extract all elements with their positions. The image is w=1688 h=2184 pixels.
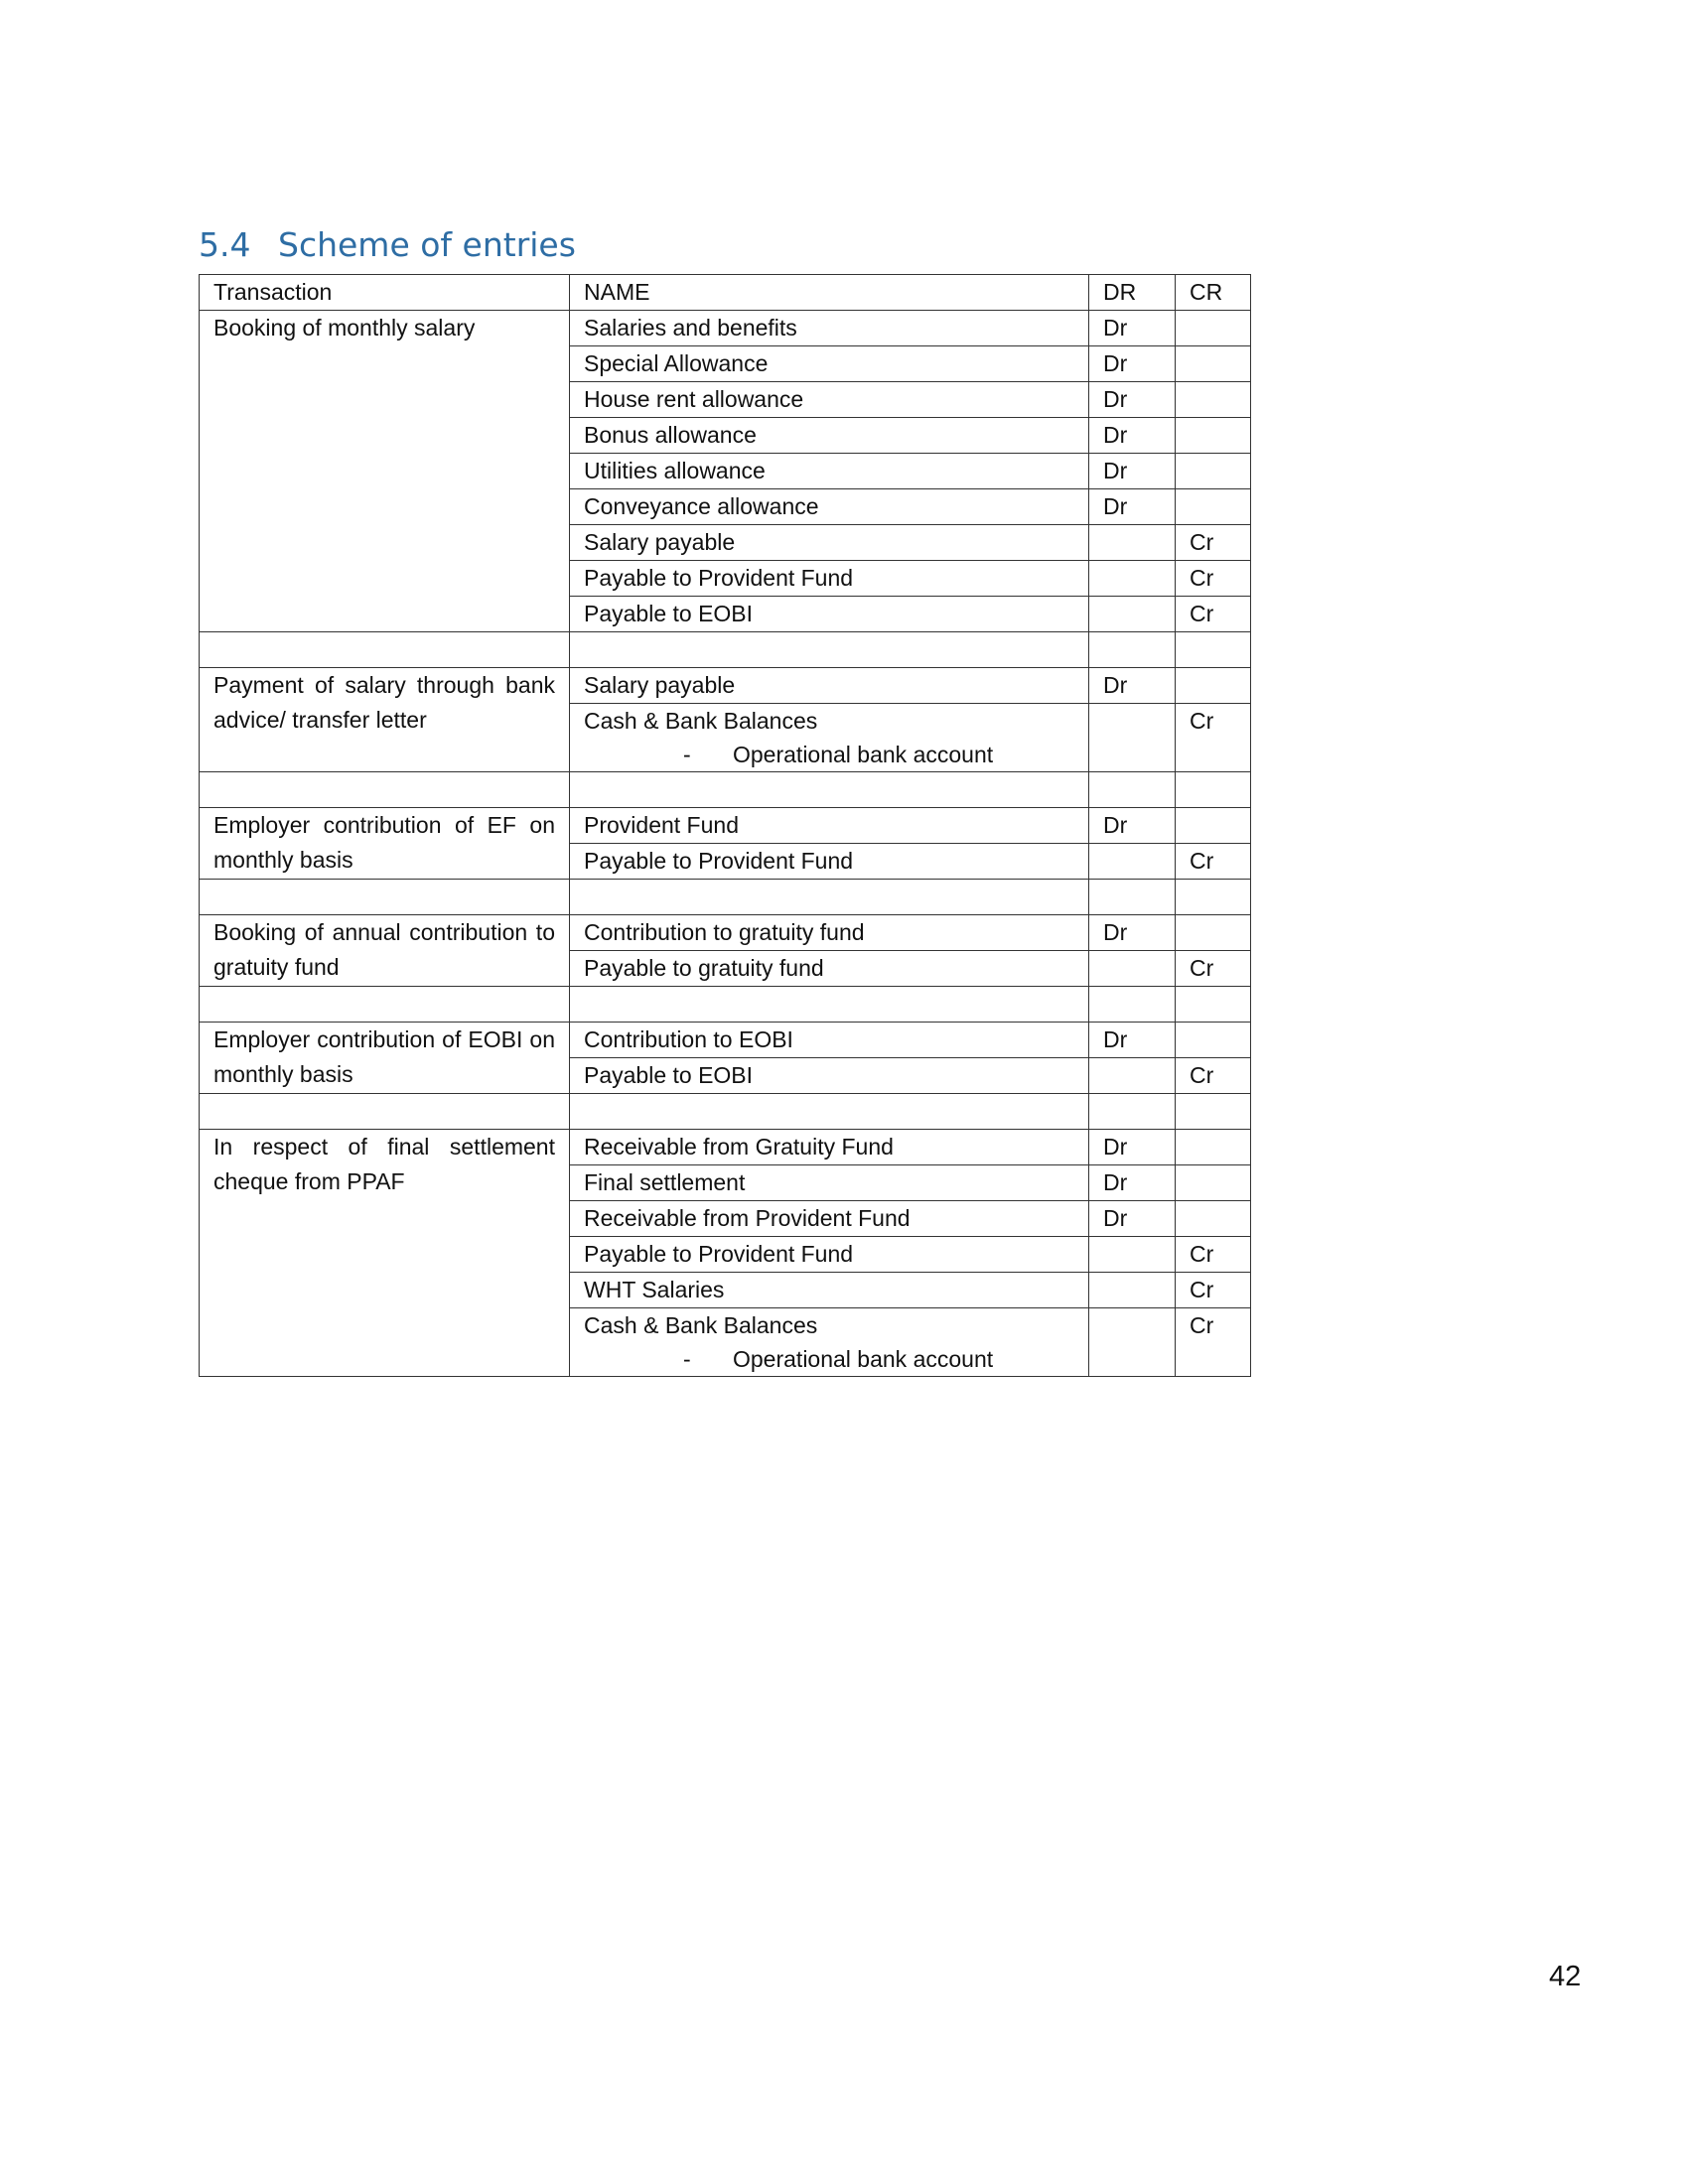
cr-cell	[1176, 311, 1251, 346]
section-number: 5.4	[199, 225, 251, 265]
bullet-dash: -	[683, 1346, 691, 1372]
account-name-cell	[570, 311, 1089, 346]
cr-cell	[1176, 382, 1251, 418]
dr-cell: Dr	[1089, 1165, 1176, 1201]
dr-cell	[1089, 597, 1176, 632]
dr-cell	[1089, 561, 1176, 597]
empty-cell	[1089, 987, 1176, 1023]
header-dr: DR	[1089, 275, 1176, 311]
empty-cell	[570, 987, 1089, 1023]
empty-cell	[200, 632, 570, 668]
empty-cell	[570, 632, 1089, 668]
empty-cell	[1176, 632, 1251, 668]
account-name-cell	[570, 561, 1089, 597]
account-name-cell	[570, 597, 1089, 632]
account-name: Conveyance allowance	[584, 493, 819, 519]
account-name: Bonus allowance	[584, 422, 757, 448]
account-name: Payable to Provident Fund	[584, 1241, 854, 1267]
cr-cell: Cr	[1176, 1237, 1251, 1273]
cr-cell	[1176, 1165, 1251, 1201]
account-name: Cash & Bank Balances	[584, 1312, 818, 1338]
spacer-row	[200, 772, 1251, 808]
cr-cell	[1176, 1201, 1251, 1237]
account-name: Special Allowance	[584, 350, 769, 376]
cr-cell	[1176, 454, 1251, 489]
account-name-cell	[570, 346, 1089, 382]
section-title: Scheme of entries	[278, 225, 576, 265]
cr-cell: Cr	[1176, 844, 1251, 880]
account-sub-name: Operational bank account	[733, 742, 994, 767]
account-name-cell	[570, 1308, 1089, 1377]
cr-cell	[1176, 418, 1251, 454]
dr-cell	[1089, 525, 1176, 561]
account-sub-item	[584, 1342, 1074, 1376]
cr-cell: Cr	[1176, 704, 1251, 772]
dr-cell	[1089, 1058, 1176, 1094]
empty-cell	[200, 987, 570, 1023]
dr-cell	[1089, 704, 1176, 772]
account-name-cell	[570, 951, 1089, 987]
bullet-dash: -	[683, 742, 691, 767]
transaction-cell: Booking of monthly salary	[200, 311, 570, 632]
account-sub-name: Operational bank account	[733, 1346, 994, 1372]
empty-cell	[1176, 772, 1251, 808]
entries-table-body	[200, 275, 1251, 1377]
account-name-cell	[570, 704, 1089, 772]
account-name-cell	[570, 1130, 1089, 1165]
section-heading	[199, 225, 576, 264]
table-row	[200, 668, 1251, 704]
transaction-cell: Employer contribution of EF on monthly basis	[200, 808, 570, 880]
spacer-row	[200, 632, 1251, 668]
account-name-cell	[570, 1201, 1089, 1237]
dr-cell	[1089, 1308, 1176, 1377]
header-transaction: Transaction	[200, 275, 570, 311]
account-name: Contribution to gratuity fund	[584, 919, 865, 945]
account-name-cell	[570, 1058, 1089, 1094]
cr-cell	[1176, 1130, 1251, 1165]
cr-cell: Cr	[1176, 1308, 1251, 1377]
empty-cell	[1089, 632, 1176, 668]
cr-cell	[1176, 346, 1251, 382]
cr-cell: Cr	[1176, 1273, 1251, 1308]
table-row	[200, 1130, 1251, 1165]
dr-cell: Dr	[1089, 1023, 1176, 1058]
cr-cell	[1176, 1023, 1251, 1058]
header-name: NAME	[570, 275, 1089, 311]
table-row	[200, 915, 1251, 951]
cr-cell	[1176, 489, 1251, 525]
account-name-cell	[570, 1237, 1089, 1273]
empty-cell	[1176, 1094, 1251, 1130]
table-row	[200, 808, 1251, 844]
dr-cell: Dr	[1089, 915, 1176, 951]
table-row	[200, 311, 1251, 346]
dr-cell	[1089, 1237, 1176, 1273]
empty-cell	[570, 1094, 1089, 1130]
account-name-cell	[570, 915, 1089, 951]
dr-cell: Dr	[1089, 382, 1176, 418]
account-name-cell	[570, 844, 1089, 880]
dr-cell: Dr	[1089, 346, 1176, 382]
empty-cell	[200, 1094, 570, 1130]
dr-cell	[1089, 844, 1176, 880]
header-cr: CR	[1176, 275, 1251, 311]
table-row	[200, 1023, 1251, 1058]
empty-cell	[570, 880, 1089, 915]
transaction-cell: Employer contribution of EOBI on monthly basis	[200, 1023, 570, 1094]
account-name-cell	[570, 489, 1089, 525]
dr-cell: Dr	[1089, 311, 1176, 346]
empty-cell	[200, 880, 570, 915]
cr-cell: Cr	[1176, 561, 1251, 597]
account-name-cell	[570, 668, 1089, 704]
dr-cell	[1089, 1273, 1176, 1308]
dr-cell: Dr	[1089, 489, 1176, 525]
cr-cell: Cr	[1176, 525, 1251, 561]
empty-cell	[570, 772, 1089, 808]
cr-cell	[1176, 808, 1251, 844]
account-name-cell	[570, 525, 1089, 561]
spacer-row	[200, 987, 1251, 1023]
transaction-cell: Payment of salary through bank advice/ transfer letter	[200, 668, 570, 772]
cr-cell: Cr	[1176, 597, 1251, 632]
entries-table	[199, 274, 1251, 1377]
account-name: House rent allowance	[584, 386, 804, 412]
account-sub-item	[584, 738, 1074, 771]
account-name-cell	[570, 382, 1089, 418]
account-name: Utilities allowance	[584, 458, 766, 483]
spacer-row	[200, 1094, 1251, 1130]
cr-cell: Cr	[1176, 951, 1251, 987]
account-name-cell	[570, 808, 1089, 844]
account-name-cell	[570, 1165, 1089, 1201]
dr-cell	[1089, 951, 1176, 987]
account-name: Salary payable	[584, 672, 736, 698]
dr-cell: Dr	[1089, 418, 1176, 454]
empty-cell	[1176, 880, 1251, 915]
dr-cell: Dr	[1089, 454, 1176, 489]
cr-cell	[1176, 668, 1251, 704]
transaction-cell: Booking of annual contribution to gratuity fund	[200, 915, 570, 987]
dr-cell: Dr	[1089, 1201, 1176, 1237]
empty-cell	[1089, 1094, 1176, 1130]
empty-cell	[1089, 772, 1176, 808]
cr-cell	[1176, 915, 1251, 951]
account-name-cell	[570, 418, 1089, 454]
account-name: WHT Salaries	[584, 1277, 725, 1302]
page-number: 42	[1549, 1961, 1582, 1992]
account-name: Contribution to EOBI	[584, 1026, 793, 1052]
account-name: Final settlement	[584, 1169, 746, 1195]
account-name: Salaries and benefits	[584, 315, 797, 341]
empty-cell	[1089, 880, 1176, 915]
empty-cell	[1176, 987, 1251, 1023]
account-name: Receivable from Gratuity Fund	[584, 1134, 894, 1160]
account-name: Payable to Provident Fund	[584, 848, 854, 874]
account-name: Payable to EOBI	[584, 1062, 754, 1088]
transaction-cell: In respect of final settlement cheque from PPAF	[200, 1130, 570, 1377]
dr-cell: Dr	[1089, 808, 1176, 844]
account-name-cell	[570, 454, 1089, 489]
account-name-cell	[570, 1273, 1089, 1308]
account-name: Salary payable	[584, 529, 736, 555]
account-name: Cash & Bank Balances	[584, 708, 818, 734]
spacer-row	[200, 880, 1251, 915]
account-name: Provident Fund	[584, 812, 739, 838]
account-name-cell	[570, 1023, 1089, 1058]
dr-cell: Dr	[1089, 668, 1176, 704]
account-name: Receivable from Provident Fund	[584, 1205, 911, 1231]
account-name: Payable to gratuity fund	[584, 955, 824, 981]
cr-cell: Cr	[1176, 1058, 1251, 1094]
header-row	[200, 275, 1251, 311]
empty-cell	[200, 772, 570, 808]
account-name: Payable to Provident Fund	[584, 565, 854, 591]
dr-cell: Dr	[1089, 1130, 1176, 1165]
account-name: Payable to EOBI	[584, 601, 754, 626]
